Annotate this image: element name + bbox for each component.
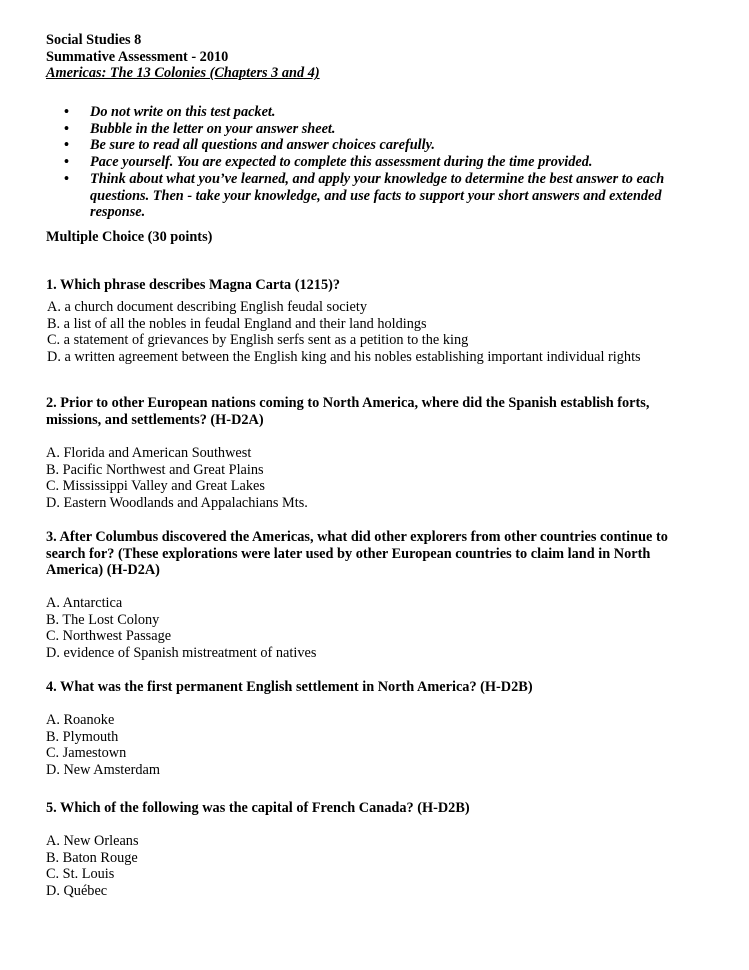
option: B. a list of all the nobles in feudal England and their land holdings xyxy=(47,315,427,332)
instructions-list xyxy=(46,104,696,221)
option: D. Eastern Woodlands and Appalachians Mts. xyxy=(46,495,308,512)
question-4-options xyxy=(46,712,706,779)
question-3-options xyxy=(46,595,706,662)
course-title: Social Studies 8 xyxy=(46,32,142,48)
option: D. New Amsterdam xyxy=(46,762,160,779)
section-heading: Multiple Choice (30 points) xyxy=(46,229,213,245)
option: A. a church document describing English feudal society xyxy=(47,299,367,315)
option: D. a written agreement between the English king and his nobles establishing important individual rights xyxy=(47,349,641,366)
option: B. Plymouth xyxy=(46,728,119,745)
option: B. The Lost Colony xyxy=(46,611,160,628)
instruction-item: • Pace yourself. You are expected to complete this assessment during the time provided. xyxy=(46,154,696,171)
option: A. New Orleans xyxy=(46,833,139,849)
option: A. Antarctica xyxy=(46,595,123,611)
question-2-options xyxy=(46,445,706,512)
instruction-item: • Be sure to read all questions and answer choices carefully. xyxy=(46,137,696,154)
document-header xyxy=(46,32,706,82)
option: B. Pacific Northwest and Great Plains xyxy=(46,461,264,478)
option: B. Baton Rouge xyxy=(46,849,138,866)
option: D. Québec xyxy=(46,883,108,900)
question-2: 2. Prior to other European nations coming to North America, where did the Spanish establish forts, missions, and settlements? (H-D2A) xyxy=(46,395,650,428)
option: C. a statement of grievances by English serfs sent as a petition to the king xyxy=(47,332,469,349)
instruction-item: • Think about what you’ve learned, and apply your knowledge to determine the best answer to each questions. Then - take your knowledge, and use facts to support your short answers and extended response. xyxy=(46,171,696,221)
option: A. Roanoke xyxy=(46,712,115,728)
question-1-options xyxy=(47,299,707,366)
option: A. Florida and American Southwest xyxy=(46,445,252,461)
assessment-title: Summative Assessment - 2010 xyxy=(46,48,229,65)
instruction-item: • Bubble in the letter on your answer sheet. xyxy=(46,121,696,138)
question-5: 5. Which of the following was the capital of French Canada? (H-D2B) xyxy=(46,800,470,816)
option: D. evidence of Spanish mistreatment of natives xyxy=(46,645,317,662)
option: C. St. Louis xyxy=(46,866,115,883)
instruction-item: • Do not write on this test packet. xyxy=(46,104,696,121)
unit-title: Americas: The 13 Colonies (Chapters 3 and 4) xyxy=(46,65,320,82)
question-5-options xyxy=(46,833,706,900)
option: C. Jamestown xyxy=(46,745,127,762)
question-4: 4. What was the first permanent English settlement in North America? (H-D2B) xyxy=(46,679,533,695)
question-3: 3. After Columbus discovered the Americas, what did other explorers from other countries continue to search for? (These explorations were later used by other European countries to claim land in North America) (H-D2A) xyxy=(46,529,668,579)
option: C. Mississippi Valley and Great Lakes xyxy=(46,478,265,495)
option: C. Northwest Passage xyxy=(46,628,172,645)
question-1: 1. Which phrase describes Magna Carta (1215)? xyxy=(46,277,341,293)
